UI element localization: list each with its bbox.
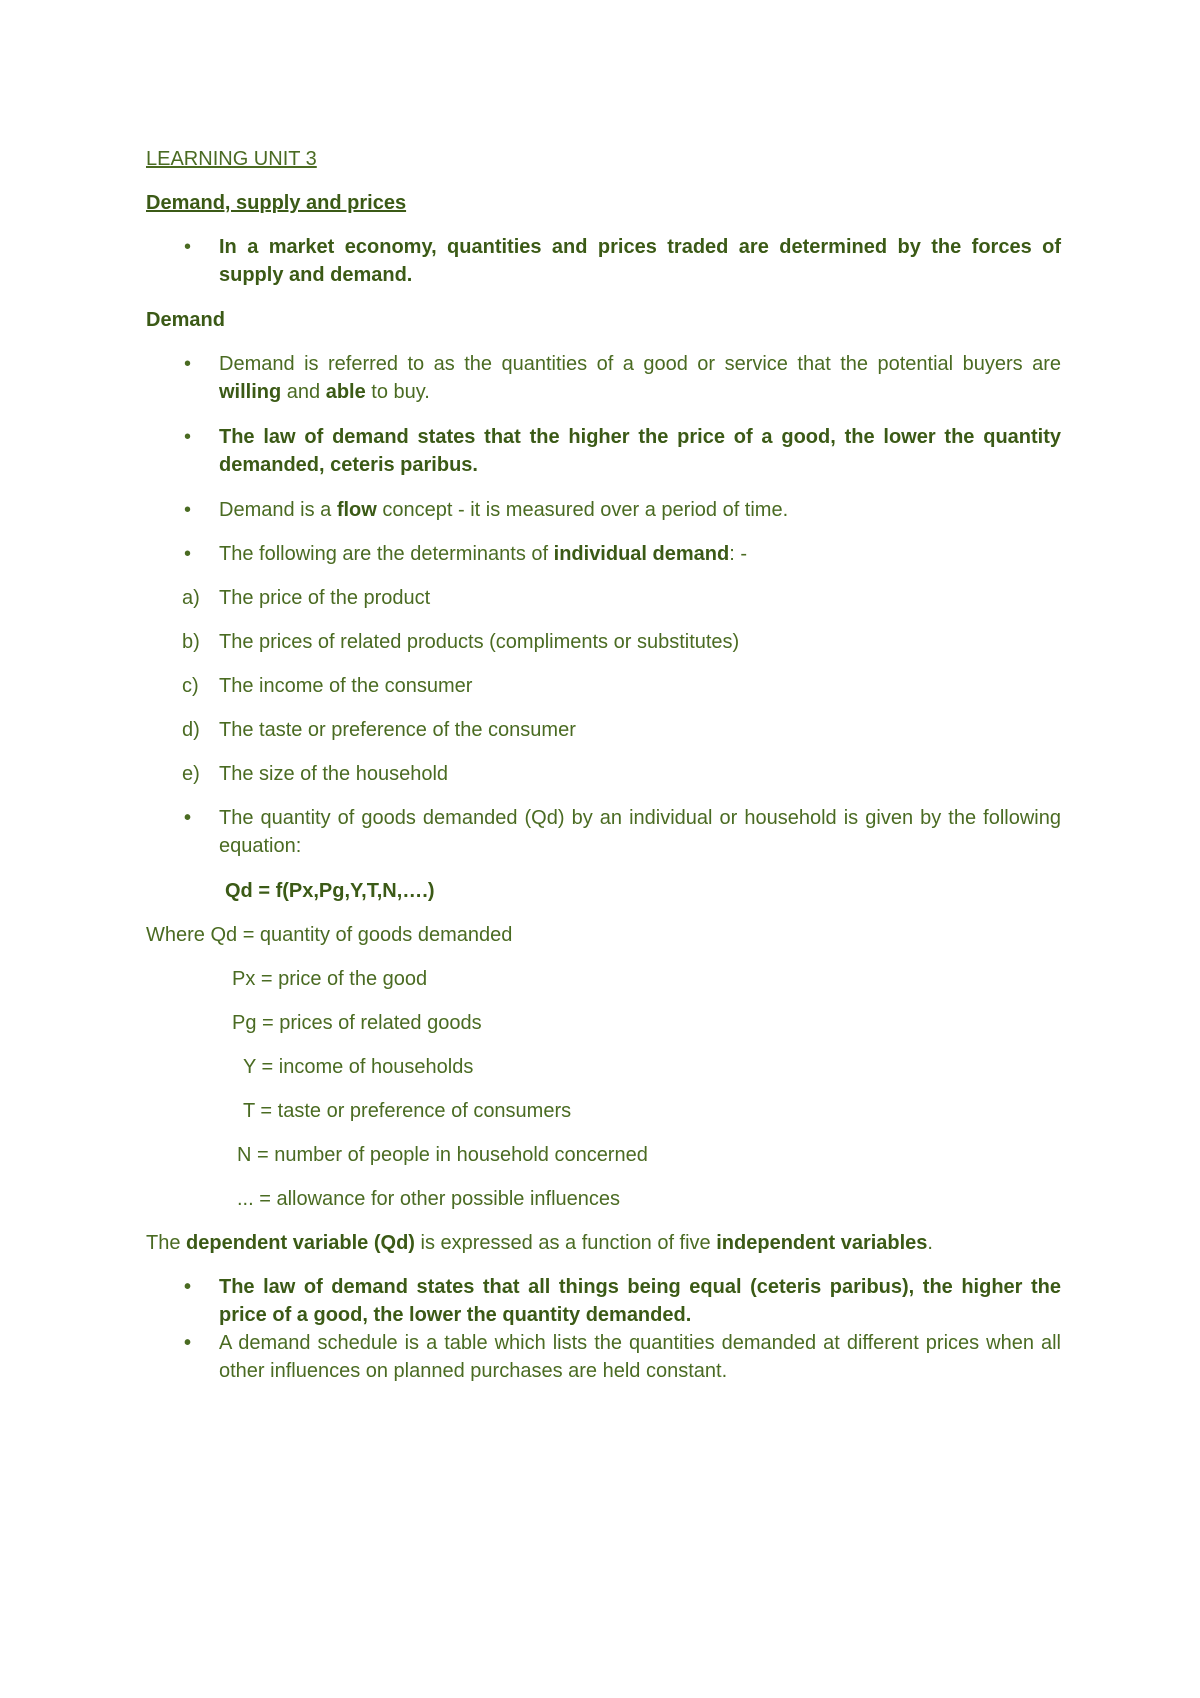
dependent-variable-sentence <box>146 1229 933 1257</box>
definition-other: ... = allowance for other possible influences <box>237 1188 620 1210</box>
determinant-item: The taste or preference of the consumer <box>219 719 576 741</box>
bullet-marker: • <box>184 499 192 521</box>
list-marker: e) <box>182 763 200 785</box>
bullet-text: and <box>281 381 326 403</box>
where-line: Where Qd = quantity of goods demanded <box>146 924 513 946</box>
bold-term: independent variables <box>716 1232 928 1254</box>
intro-bullet-text: In a market economy, quantities and prices traded are determined by the forces of supply and demand. <box>219 236 1061 286</box>
bold-term: able <box>325 381 366 403</box>
sentence-text: is expressed as a function of five <box>414 1232 717 1254</box>
sentence-text: . <box>927 1232 933 1254</box>
definition-pg: Pg = prices of related goods <box>232 1012 482 1034</box>
bold-term: individual demand <box>553 543 730 565</box>
bold-term: flow <box>336 499 377 521</box>
demand-equation: Qd = f(Px,Pg,Y,T,N,….) <box>225 880 435 902</box>
bold-term: willing <box>219 381 282 403</box>
bullet-law-of-demand-restated: The law of demand states that all things being equal (ceteris paribus), the higher the price of a good, the lower the quantity demanded. <box>219 1276 1061 1326</box>
list-marker: c) <box>182 675 199 697</box>
definition-y: Y = income of households <box>243 1056 474 1078</box>
bullet-text: concept - it is measured over a period of time. <box>376 499 789 521</box>
bullet-marker: • <box>184 236 192 258</box>
unit-subtitle: Demand, supply and prices <box>146 192 407 214</box>
determinant-item: The prices of related products (compliments or substitutes) <box>219 631 740 653</box>
bullet-marker: • <box>184 807 192 829</box>
bullet-text: Demand is referred to as the quantities of a good or service that the potential buyers are <box>219 353 1061 375</box>
bullet-demand-schedule: A demand schedule is a table which lists the quantities demanded at different prices when all other influences on planned purchases are held constant. <box>219 1332 1061 1382</box>
section-heading-demand: Demand <box>146 309 225 331</box>
sentence-text: The <box>146 1232 187 1254</box>
bullet-law-of-demand: The law of demand states that the higher the price of a good, the lower the quantity demanded, ceteris paribus. <box>219 426 1061 476</box>
bullet-marker: • <box>184 1276 192 1298</box>
list-marker: b) <box>182 631 200 653</box>
unit-title: LEARNING UNIT 3 <box>146 148 317 170</box>
bullet-flow-concept <box>219 496 788 524</box>
bold-term: dependent variable (Qd) <box>186 1232 415 1254</box>
definition-t: T = taste or preference of consumers <box>243 1100 572 1122</box>
bullet-determinants-intro <box>219 540 747 568</box>
definition-px: Px = price of the good <box>232 968 428 990</box>
bullet-marker: • <box>184 1332 192 1354</box>
determinant-item: The income of the consumer <box>219 675 473 697</box>
bullet-demand-definition <box>219 350 1061 406</box>
list-marker: d) <box>182 719 200 741</box>
determinant-item: The price of the product <box>219 587 431 609</box>
determinant-item: The size of the household <box>219 763 449 785</box>
bullet-text: Demand is a <box>219 499 337 521</box>
definition-n: N = number of people in household concerned <box>237 1144 648 1166</box>
bullet-equation-intro: The quantity of goods demanded (Qd) by an individual or household is given by the following equation: <box>219 807 1061 857</box>
bullet-marker: • <box>184 543 192 565</box>
list-marker: a) <box>182 587 200 609</box>
bullet-marker: • <box>184 353 192 375</box>
bullet-text: to buy. <box>365 381 430 403</box>
bullet-text: The following are the determinants of <box>219 543 554 565</box>
bullet-text: : - <box>729 543 747 565</box>
bullet-marker: • <box>184 426 192 448</box>
